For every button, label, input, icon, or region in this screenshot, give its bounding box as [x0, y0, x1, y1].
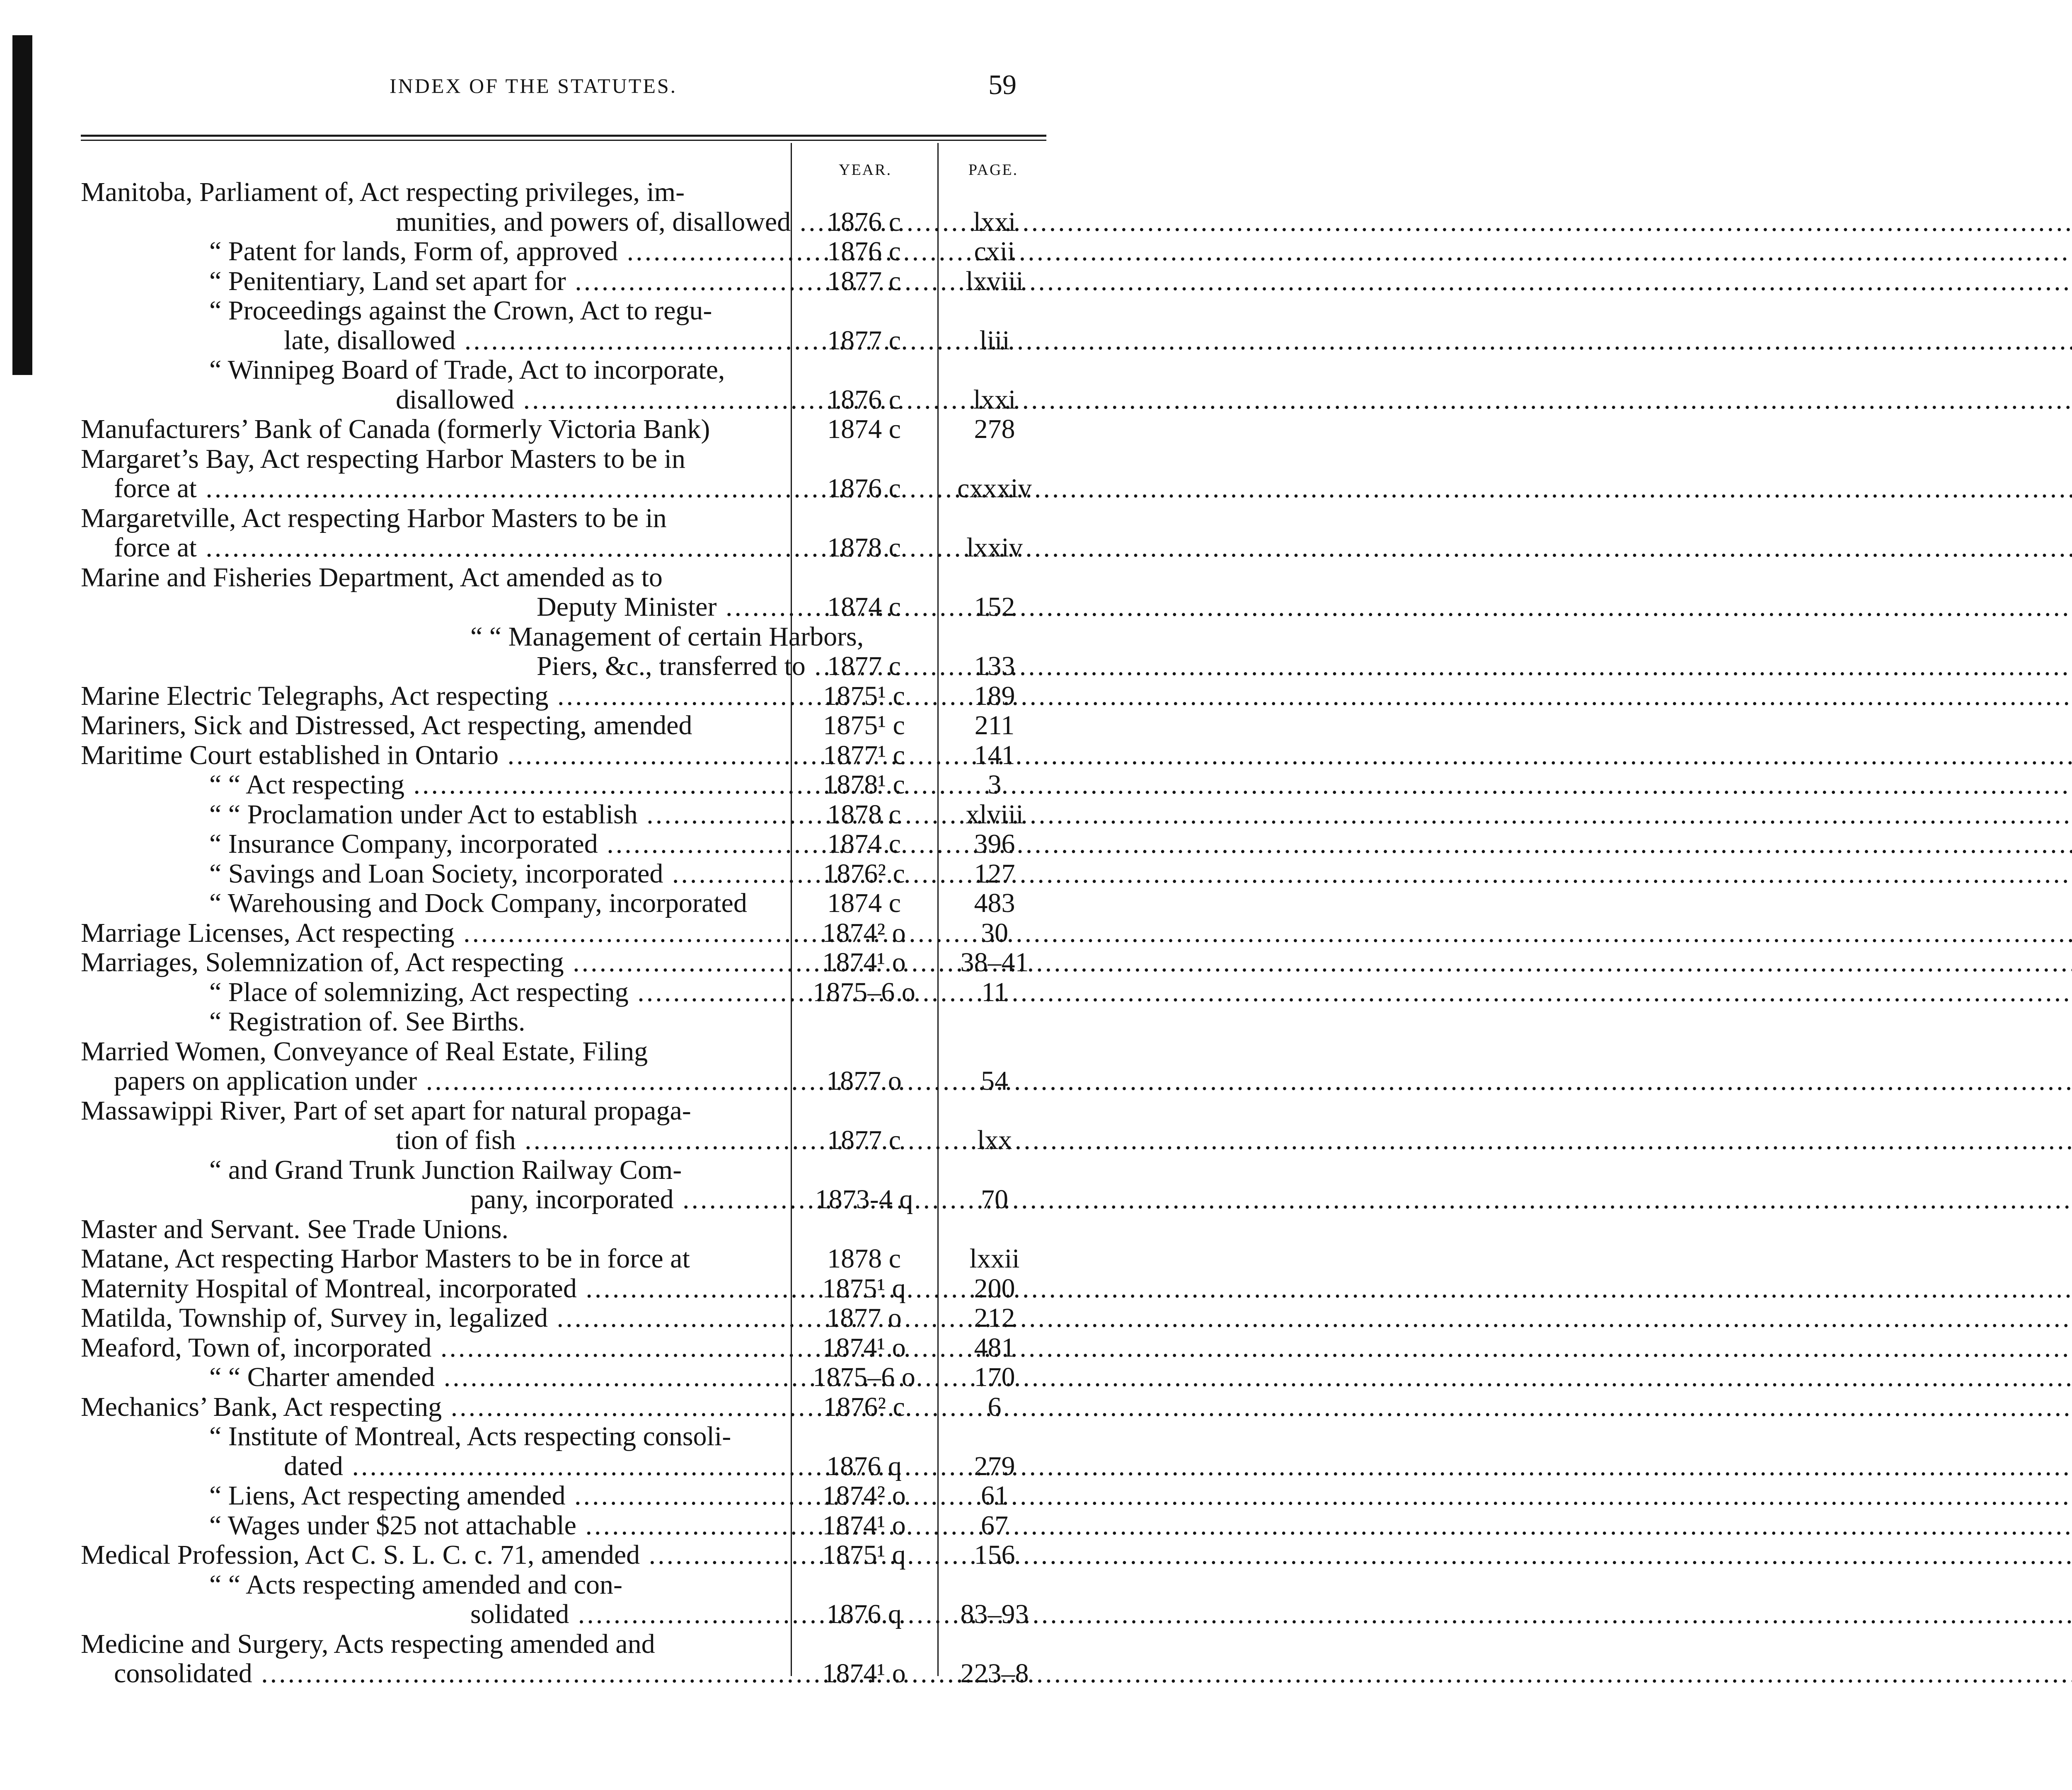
index-line: Matane, Act respecting Harbor Masters to be in force at 1878 c lxxii [81, 1243, 1020, 1274]
index-line: Margaretville, Act respecting Harbor Masters to be in [81, 503, 667, 533]
index-line: Piers, &c., transferred to ..... 1877 c 133 [81, 651, 1046, 681]
index-line: Married Women, Conveyance of Real Estate, Filing [81, 1036, 648, 1067]
index-line: force at ..... 1876 c cxxxiv [81, 474, 1046, 503]
index-line: “ Institute of Montreal, Acts respecting consoli- [209, 1421, 731, 1451]
index-line: Matilda, Township of, Survey in, legalized ..... 1877 o 212 [81, 1303, 1046, 1333]
index-line: “ “ Acts respecting amended and con- [209, 1569, 622, 1600]
index-line: “ Liens, Act respecting amended ..... 1874² o 61 [81, 1481, 1046, 1511]
index-line: “ “ Management of certain Harbors, [470, 621, 864, 652]
index-line: Meaford, Town of, incorporated ..... 1874¹ o 481 [81, 1333, 1046, 1363]
index-line: “ Warehousing and Dock Company, incorporated 1874 c 483 [209, 888, 1015, 918]
index-line: Medical Profession, Act C. S. L. C. c. 71, amended ..... 1875¹ q 156 [81, 1540, 1046, 1570]
index-line: Marine and Fisheries Department, Act amended as to [81, 562, 663, 593]
index-line: Manitoba, Parliament of, Act respecting privileges, im- [81, 177, 685, 207]
index-line: disallowed ..... 1876 c lxxi [81, 385, 1046, 415]
index-line: “ Savings and Loan Society, incorporated ..... 1876² c 127 [81, 859, 1046, 889]
page-column-header: PAGE. [968, 161, 1019, 179]
index-line: Marriage Licenses, Act respecting ..... 1874² o 30 [81, 918, 1046, 948]
index-line: late, disallowed ..... 1877 c liii [81, 326, 1046, 356]
index-line: Maritime Court established in Ontario ..... 1877¹ c 141 [81, 740, 1046, 770]
index-line: “ “ Proclamation under Act to establish ..... 1878 c xlviii [81, 800, 1046, 830]
index-line: force at ..... 1878 c lxxiv [81, 533, 1046, 563]
page-number: 59 [988, 69, 1017, 100]
index-line: “ Place of solemnizing, Act respecting ..... 1875–6 o 11 [81, 977, 1046, 1007]
index-line: “ Patent for lands, Form of, approved ..... 1876 c cxii [81, 237, 1046, 266]
running-head: INDEX OF THE STATUTES. [390, 74, 678, 97]
header-rule-thin [81, 140, 1046, 141]
index-line: Manufacturers’ Bank of Canada (formerly Victoria Bank) 1874 c 278 [81, 414, 1015, 444]
index-line: “ Wages under $25 not attachable ..... 1874¹ o 67 [81, 1511, 1046, 1541]
index-line: “ “ Act respecting ..... 1878¹ c 3 [81, 770, 1046, 800]
index-entries [81, 177, 1046, 1688]
index-line: Maternity Hospital of Montreal, incorporated ..... 1875¹ q 200 [81, 1274, 1046, 1304]
index-line: Master and Servant. See Trade Unions. [81, 1214, 509, 1244]
index-line: tion of fish ..... 1877 c lxx [81, 1125, 1046, 1155]
index-line: pany, incorporated ..... 1873-4 q 70 [81, 1185, 1046, 1214]
index-line: “ Penitentiary, Land set apart for ..... 1877 c lxviii [81, 266, 1046, 296]
index-line: “ Winnipeg Board of Trade, Act to incorporate, [209, 355, 725, 385]
index-line: dated ..... 1876 q 279 [81, 1451, 1046, 1481]
scan-edge-bar [12, 35, 32, 375]
year-column-header: YEAR. [839, 161, 892, 179]
index-line: Marine Electric Telegraphs, Act respecting ..... 1875¹ c 189 [81, 681, 1046, 711]
index-line: Deputy Minister ..... 1874 c 152 [81, 592, 1046, 622]
index-line: Medicine and Surgery, Acts respecting amended and [81, 1628, 655, 1659]
index-line: munities, and powers of, disallowed ..... 1876 c lxxi [81, 207, 1046, 237]
index-line: “ “ Charter amended ..... 1875–6 o 170 [81, 1362, 1046, 1392]
header-rule-thick [81, 135, 1046, 137]
index-line: Mariners, Sick and Distressed, Act respecting, amended 1875¹ c 211 [81, 710, 1015, 740]
index-line: Mechanics’ Bank, Act respecting ..... 1876² c 6 [81, 1392, 1046, 1422]
index-line: Marriages, Solemnization of, Act respecting ..... 1874¹ o 38–41 [81, 948, 1046, 977]
index-line: “ Insurance Company, incorporated ..... 1874 c 396 [81, 829, 1046, 859]
index-line: “ Proceedings against the Crown, Act to regu- [209, 295, 712, 326]
index-line: papers on application under ..... 1877 o 54 [81, 1066, 1046, 1096]
index-line: Massawippi River, Part of set apart for natural propaga- [81, 1095, 691, 1126]
index-line: Margaret’s Bay, Act respecting Harbor Masters to be in [81, 443, 685, 474]
index-line: consolidated ..... 1874¹ o 223–8 [81, 1659, 1046, 1688]
index-line: “ and Grand Trunk Junction Railway Com- [209, 1154, 682, 1185]
index-line: “ Registration of. See Births. [209, 1006, 525, 1037]
index-line: solidated ..... 1876 q 83–93 [81, 1599, 1046, 1629]
